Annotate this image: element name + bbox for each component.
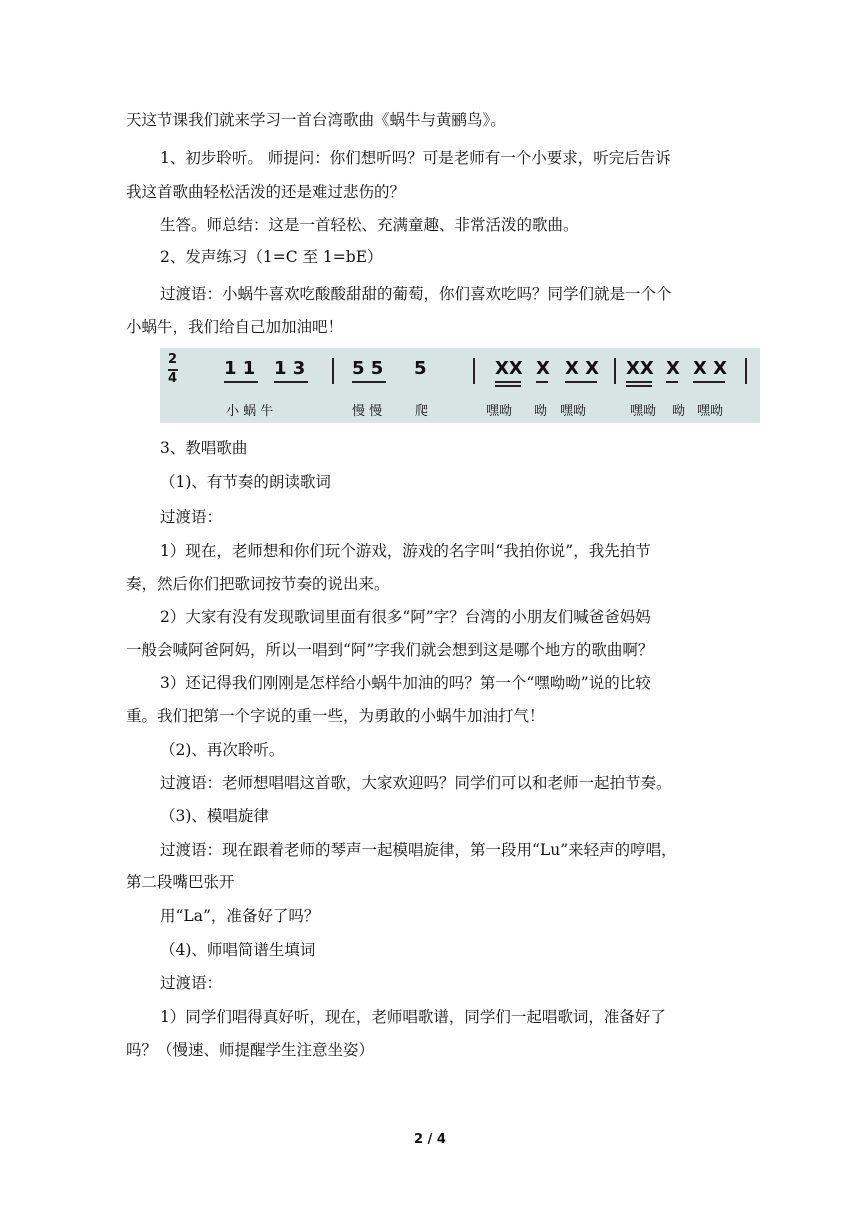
- subsection-heading: （3)、模唱旋律: [160, 807, 269, 825]
- beam-underline: [495, 385, 521, 387]
- measure-3-rhythm-b: X: [536, 358, 550, 379]
- paragraph-line: 3）还记得我们刚刚是怎样给小蜗牛加油的吗？第一个“嘿呦呦”说的比较: [160, 674, 651, 692]
- paragraph-line: 天这节课我们就来学习一首台湾歌曲《蜗牛与黄鹂鸟》。: [126, 111, 506, 129]
- beam-underline: [536, 381, 548, 383]
- music-notation-figure: [160, 348, 760, 423]
- paragraph-line: 用“La”，准备好了吗？: [160, 907, 320, 925]
- subsection-heading: （1)、有节奏的朗读歌词: [160, 473, 331, 491]
- bar-line: [614, 358, 616, 384]
- paragraph-line: 过渡语：: [160, 508, 223, 526]
- beam-underline: [224, 381, 258, 383]
- beam-underline: [495, 381, 521, 383]
- beam-underline: [565, 381, 597, 383]
- paragraph-line: 1、初步聆听。 师提问：你们想听吗？可是老师有一个小要求，听完后告诉: [160, 149, 671, 167]
- lyric: 嘿呦: [560, 404, 587, 419]
- section-heading: 2、发声练习（1=C 至 1=bE）: [160, 248, 383, 266]
- subsection-heading: （2)、再次聆听。: [160, 741, 285, 759]
- paragraph-line: 第二段嘴巴张开: [126, 873, 235, 891]
- subsection-heading: （4)、师唱简谱生填词: [160, 941, 316, 959]
- bar-line: [473, 358, 475, 384]
- paragraph-line: 吗？（慢速、师提醒学生注意坐姿）: [126, 1041, 375, 1059]
- beam-underline: [274, 381, 308, 383]
- measure-4-rhythm-b: X: [666, 358, 680, 379]
- lyric: 爬: [415, 404, 429, 419]
- paragraph-line: 小蜗牛，我们给自己加加油吧！: [126, 318, 344, 336]
- paragraph-line: 2）大家有没有发现歌词里面有很多“阿”字？台湾的小朋友们喊爸爸妈妈: [160, 608, 651, 626]
- time-signature-bottom: 4: [168, 371, 178, 386]
- page-number: 2 / 4: [414, 1132, 446, 1147]
- measure-3-rhythm-a: XX: [495, 358, 523, 379]
- measure-2-notes-a: 5 5: [352, 358, 384, 379]
- bar-line: [745, 358, 747, 384]
- lyric: 呦: [672, 404, 686, 419]
- lyric: 嘿呦: [697, 404, 724, 419]
- paragraph-line: 过渡语：老师想唱唱这首歌，大家欢迎吗？同学们可以和老师一起拍节奏。: [160, 774, 672, 792]
- beam-underline: [693, 381, 725, 383]
- lyric: 呦: [534, 404, 548, 419]
- paragraph-line: 过渡语：现在跟着老师的琴声一起模唱旋律，第一段用“Lu”来轻声的哼唱，: [160, 841, 677, 859]
- measure-2-notes-b: 5: [414, 358, 427, 379]
- measure-4-rhythm-a: XX: [626, 358, 654, 379]
- beam-underline: [626, 385, 652, 387]
- bar-line: [332, 358, 334, 384]
- paragraph-line: 过渡语：小蜗牛喜欢吃酸酸甜甜的葡萄，你们喜欢吃吗？同学们就是一个个: [160, 285, 672, 303]
- paragraph-line: 一般会喊阿爸阿妈，所以一唱到“阿”字我们就会想到这是哪个地方的歌曲啊？: [126, 641, 654, 659]
- paragraph-line: 生答。师总结：这是一首轻松、充满童趣、非常活泼的歌曲。: [160, 216, 579, 234]
- measure-1-notes-a: 1 1: [224, 358, 256, 379]
- time-signature-top: 2: [168, 352, 178, 367]
- measure-4-rhythm-c: X X: [693, 358, 728, 379]
- beam-underline: [626, 381, 652, 383]
- paragraph-line: 我这首歌曲轻松活泼的还是难过悲伤的？: [126, 183, 406, 201]
- beam-underline: [352, 381, 386, 383]
- paragraph-line: 奏，然后你们把歌词按节奏的说出来。: [126, 575, 390, 593]
- paragraph-line: 重。我们把第一个字说的重一些，为勇敢的小蜗牛加油打气！: [126, 707, 545, 725]
- section-heading: 3、教唱歌曲: [160, 439, 248, 457]
- lyric: 嘿呦: [630, 404, 657, 419]
- paragraph-line: 1）现在，老师想和你们玩个游戏，游戏的名字叫“我拍你说”，我先拍节: [160, 542, 651, 560]
- lyric: 慢 慢: [352, 404, 383, 419]
- lyric: 小 蜗 牛: [226, 404, 274, 419]
- measure-1-notes-b: 1 3: [274, 358, 306, 379]
- paragraph-line: 过渡语：: [160, 974, 223, 992]
- lyric: 嘿呦: [486, 404, 513, 419]
- measure-3-rhythm-c: X X: [565, 358, 600, 379]
- paragraph-line: 1）同学们唱得真好听，现在，老师唱歌谱，同学们一起唱歌词，准备好了: [160, 1008, 666, 1026]
- beam-underline: [666, 381, 678, 383]
